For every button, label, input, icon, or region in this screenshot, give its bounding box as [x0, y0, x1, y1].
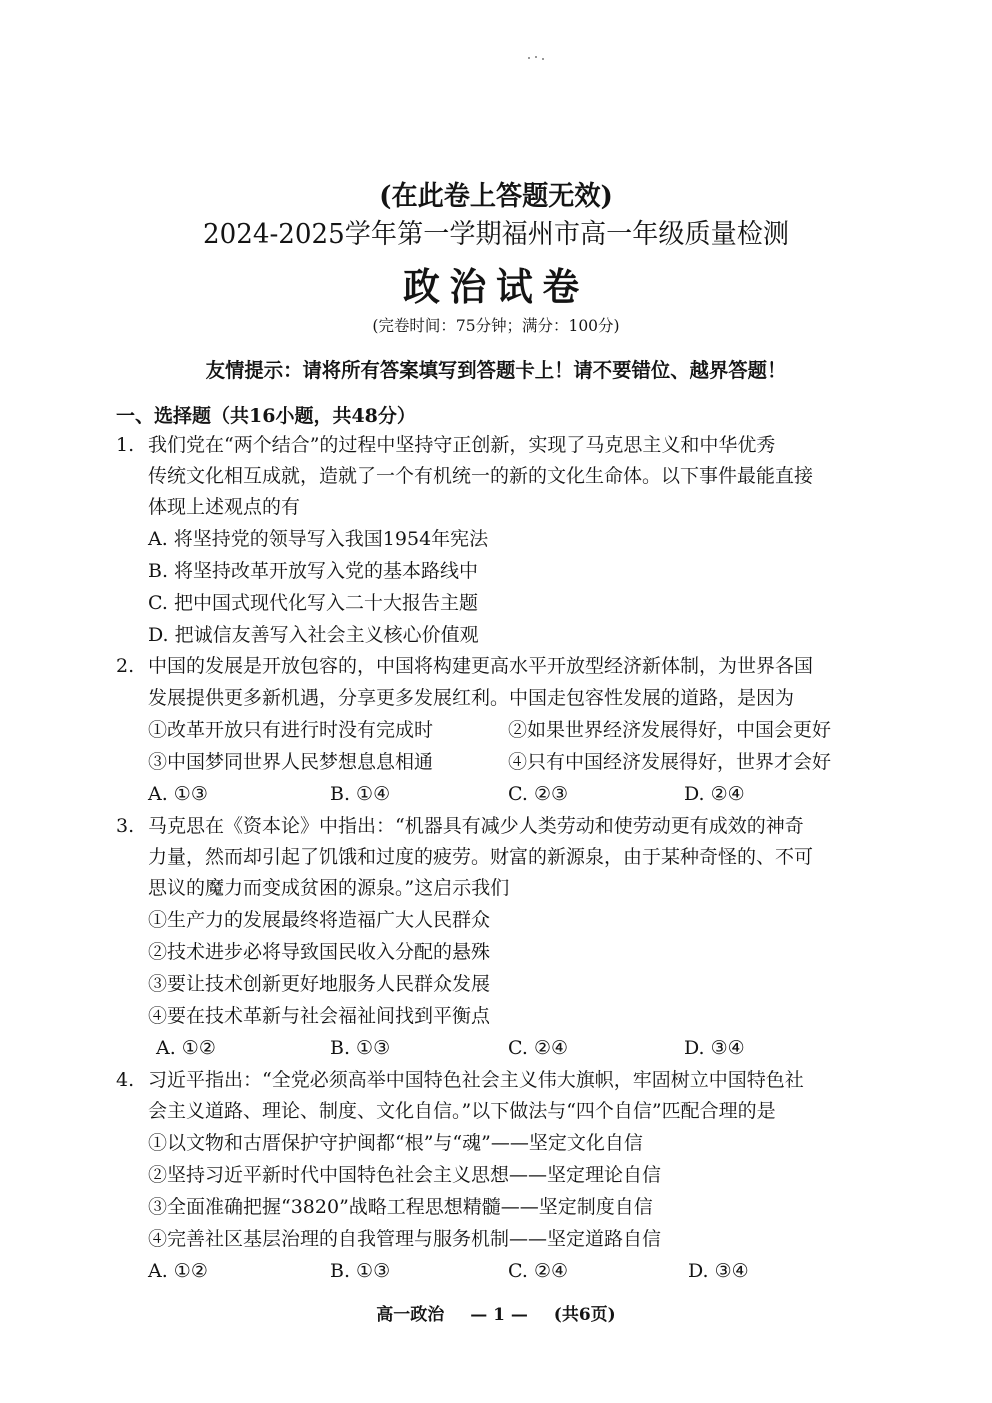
question-number: 1.	[116, 434, 135, 456]
choice-a: A. ①③	[148, 783, 208, 805]
statement-2: ②坚持习近平新时代中国特色社会主义思想——坚定理论自信	[148, 1164, 662, 1186]
choice-b: B. ①③	[330, 1037, 391, 1059]
question-stem-line: 会主义道路、理论、制度、文化自信。”以下做法与“四个自信”匹配合理的是	[148, 1100, 776, 1122]
choice-c: C. ②④	[508, 1260, 569, 1282]
statement-2: ②技术进步必将导致国民收入分配的悬殊	[148, 941, 491, 963]
statement-1: ①生产力的发展最终将造福广大人民群众	[148, 909, 491, 931]
question-stem-line: 我们党在“两个结合”的过程中坚持守正创新，实现了马克思主义和中华优秀	[148, 434, 776, 456]
friendly-reminder: 友情提示：请将所有答案填写到答题卡上！请不要错位、越界答题！	[205, 358, 787, 382]
statement-4: ④要在技术革新与社会福祉间找到平衡点	[148, 1005, 491, 1027]
choice-c: C. ②③	[508, 783, 569, 805]
scan-dots	[528, 56, 546, 60]
statement-1: ①改革开放只有进行时没有完成时	[148, 719, 434, 741]
answer-option-a: A. 将坚持党的领导写入我国1954年宪法	[148, 528, 489, 550]
question-number: 2.	[116, 655, 135, 677]
choice-a: A. ①②	[156, 1037, 216, 1059]
answer-option-b: B. 将坚持改革开放写入党的基本路线中	[148, 560, 479, 582]
choice-d: D. ③④	[688, 1260, 749, 1282]
footer-total-pages: (共6页)	[553, 1305, 616, 1325]
answer-option-c: C. 把中国式现代化写入二十大报告主题	[148, 592, 478, 614]
statement-2: ②如果世界经济发展得好，中国会更好	[508, 719, 832, 741]
question-stem-line: 马克思在《资本论》中指出：“机器具有减少人类劳动和使劳动更有成效的神奇	[148, 815, 804, 837]
question-stem-line: 思议的魔力而变成贫困的源泉。”这启示我们	[148, 877, 510, 899]
footer-subject: 高一政治	[376, 1305, 445, 1325]
question-stem-line: 习近平指出：“全党必须高举中国特色社会主义伟大旗帜，牢固树立中国特色社	[148, 1069, 804, 1091]
statement-4: ④只有中国经济发展得好，世界才会好	[508, 751, 832, 773]
question-stem-line: 传统文化相互成就，造就了一个有机统一的新的文化生命体。以下事件最能直接	[148, 465, 814, 487]
page-footer	[0, 1300, 992, 1325]
statement-3: ③全面准确把握“3820”战略工程思想精髓——坚定制度自信	[148, 1196, 653, 1218]
choice-b: B. ①④	[330, 783, 391, 805]
invalid-answer-notice: (在此卷上答题无效)	[379, 181, 613, 212]
statement-1: ①以文物和古厝保护守护闽都“根”与“魂”——坚定文化自信	[148, 1132, 643, 1154]
choice-d: D. ③④	[684, 1037, 745, 1059]
choice-b: B. ①③	[330, 1260, 391, 1282]
statement-3: ③中国梦同世界人民梦想息息相通	[148, 751, 434, 773]
question-stem-line: 力量，然而却引起了饥饿和过度的疲劳。财富的新源泉，由于某种奇怪的、不可	[148, 846, 814, 868]
question-stem-line: 发展提供更多新机遇，分享更多发展红利。中国走包容性发展的道路，是因为	[148, 687, 795, 709]
exam-title: 2024-2025学年第一学期福州市高一年级质量检测	[202, 219, 790, 250]
choice-c: C. ②④	[508, 1037, 569, 1059]
answer-option-d: D. 把诚信友善写入社会主义核心价值观	[148, 624, 479, 646]
statement-3: ③要让技术创新更好地服务人民群众发展	[148, 973, 491, 995]
footer-page-number: — 1 —	[470, 1305, 528, 1325]
section-heading: 一、选择题（共16小题，共48分）	[116, 405, 416, 427]
question-stem-line: 体现上述观点的有	[148, 496, 301, 518]
question-number: 4.	[116, 1069, 135, 1091]
choice-a: A. ①②	[148, 1260, 208, 1282]
question-stem-line: 中国的发展是开放包容的，中国将构建更高水平开放型经济新体制，为世界各国	[148, 655, 814, 677]
subject-title: 政治试卷	[403, 264, 589, 309]
exam-time-info: (完卷时间：75分钟；满分：100分)	[372, 316, 620, 335]
statement-4: ④完善社区基层治理的自我管理与服务机制——坚定道路自信	[148, 1228, 662, 1250]
choice-d: D. ②④	[684, 783, 745, 805]
question-number: 3.	[116, 815, 135, 837]
